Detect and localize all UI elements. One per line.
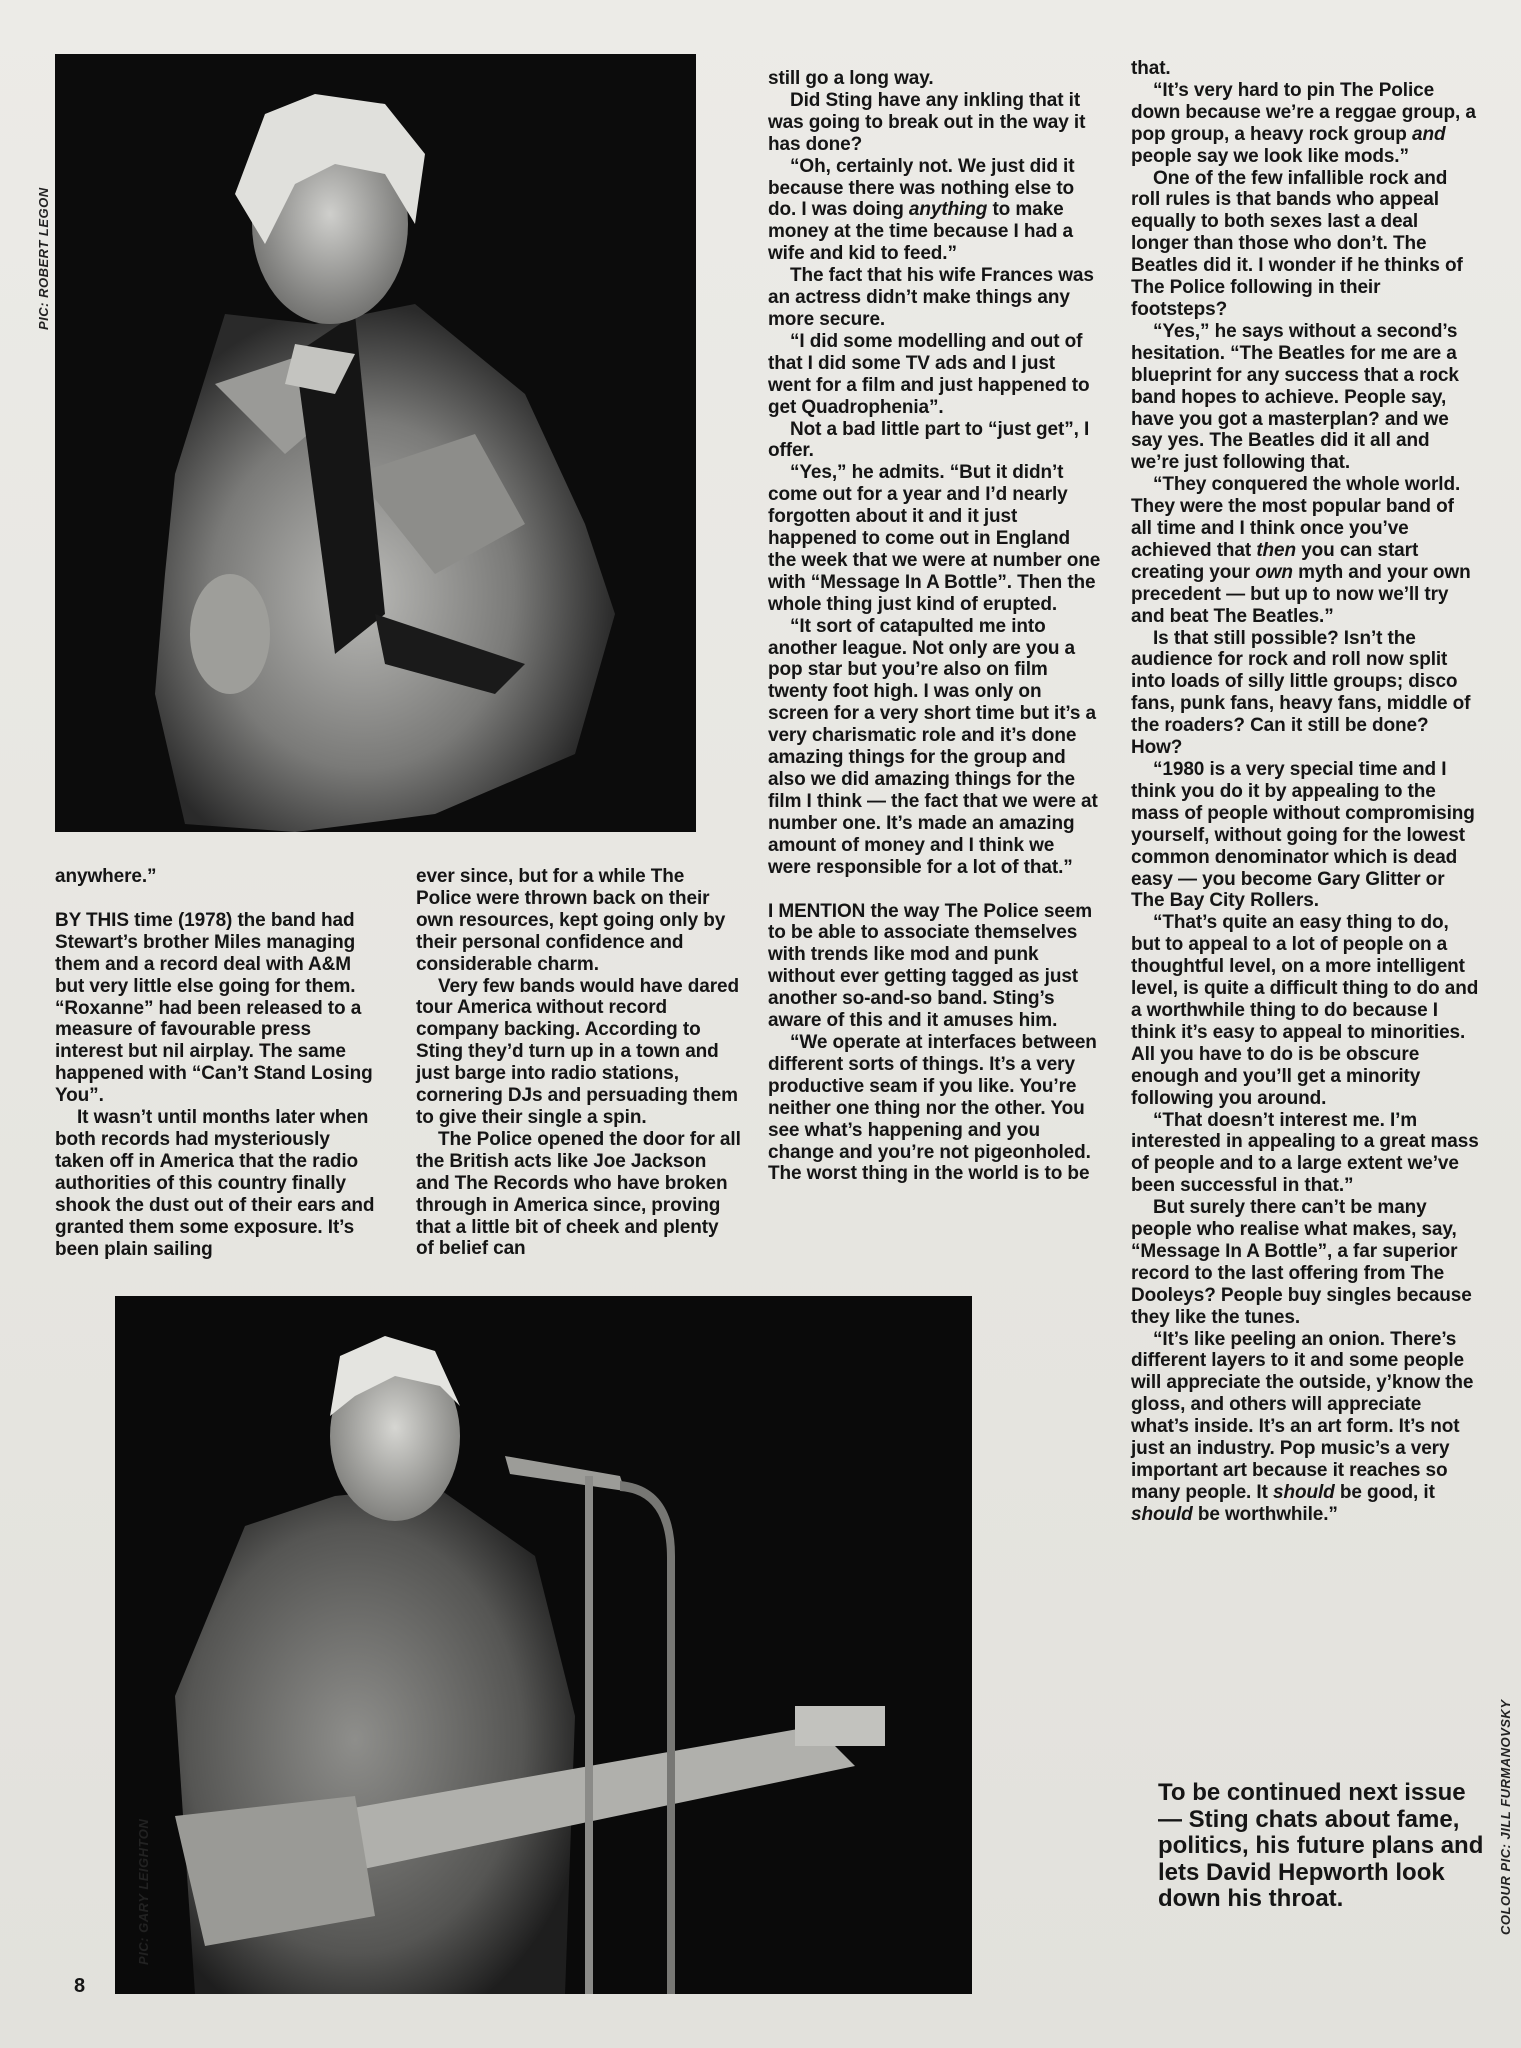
bottom-photo-credit: PIC: GARY LEIGHTON: [136, 1818, 151, 1965]
col4-para-4: “Yes,” he says without a second’s hesitation. “The Beatles for me are a blueprint for any success that a rock band hopes to achieve. People say, have you got a masterplan? and we say yes. The Beatles did it all and we’re just following that.: [1131, 320, 1459, 474]
col3-para-2: Did Sting have any inkling that it was going to break out in the way it has done?: [768, 89, 1086, 155]
col4-para-5-b: you can start creating your: [1131, 539, 1419, 583]
col4-para-5-a: “They conquered the whole world. They were the most popular band of all time and I think once you’ve achieved that: [1131, 474, 1461, 561]
article-column-3: [768, 68, 1102, 1185]
col3-para-1: still go a long way.: [768, 68, 934, 89]
col4-para-11-emphasis-2: should: [1131, 1503, 1193, 1525]
col3-para-8: “It sort of catapulted me into another league. Not only are you a pop star but you’re also on film twenty foot high. I was only on screen for a very short time but it’s a very charismatic role and it’s done amazing things for the group and also we did amazing things for the film I think — the fact that we were at number one. It’s made an amazing amount of money and I think we were responsible for a lot of that.”: [768, 615, 1098, 878]
col4-para-2: [1131, 80, 1479, 168]
col3-para-3-b: to make money at the time because I had a wife and kid to feed.”: [768, 199, 1074, 265]
col4-para-1: that.: [1131, 58, 1171, 79]
col4-para-2-emphasis: and: [1411, 123, 1446, 145]
colour-photo-credit: COLOUR PIC: JILL FURMANOVSKY: [1498, 1699, 1513, 1935]
col2-para-3: The Police opened the door for all the British acts like Joe Jackson and The Records who have broken through in America since, proving that a little bit of cheek and plenty of belief can: [416, 1128, 741, 1260]
col1-para-2-text: time (1978) the band had Stewart’s brother Miles managing them and a record deal with A&M but very little else going for them. “Roxanne” had been released to a measure of favourable press interest but nil airplay. The same happened with “Can’t Stand Losing You”.: [55, 909, 373, 1107]
col1-para-2: [55, 910, 380, 1107]
col4-para-5: [1131, 474, 1479, 627]
article-column-2: [416, 866, 741, 1260]
col3-para-9-lead: I MENTION: [768, 900, 866, 922]
col4-para-5-c: myth and your own precedent — but up to now we’ll try and beat The Beatles.”: [1131, 561, 1471, 627]
article-column-1: [55, 866, 380, 1260]
col3-para-9-text: the way The Police seem to be able to associate themselves with trends like mod and punk without ever getting tagged as just another so-and-so band. Sting’s aware of this and it amuses him.: [768, 900, 1093, 1032]
col4-para-11-a: “It’s like peeling an onion. There’s different layers to it and some people will appreciate the outside, y’know the gloss, and others will appreciate what’s inside. It’s an art form. It’s not just an industry. Pop music’s a very important art because it reaches so many people. It: [1131, 1328, 1474, 1503]
col4-para-7: “1980 is a very special time and I think you do it by appealing to the mass of people without compromising yourself, without going for the lowest common denominator which is dead easy — you become Gary Glitter or The Bay City Rollers.: [1131, 759, 1475, 912]
col4-para-9: “That doesn’t interest me. I’m interested in appealing to a great mass of people and to a large extent we’ve been successful in that.”: [1131, 1109, 1479, 1197]
col3-para-5: “I did some modelling and out of that I did some TV ads and I just went for a film and just happened to get Quadrophenia”.: [768, 330, 1090, 418]
col3-para-6: Not a bad little part to “just get”, I offer.: [768, 418, 1090, 462]
continued-next-issue-note: To be continued next issue — Sting chats about fame, politics, his future plans and lets David Hepworth look down his throat.: [1158, 1779, 1484, 1912]
col2-para-2: Very few bands would have dared tour America without record company backing. According to Sting they’d turn up in a town and just barge into radio stations, cornering DJs and persuading them to give their single a spin.: [416, 975, 739, 1128]
col4-para-2-b: people say we look like mods.”: [1131, 145, 1409, 167]
col3-para-7: “Yes,” he admits. “But it didn’t come out for a year and I’d nearly forgotten about it and it just happened to come out in England the week that we were at number one with “Message In A Bottle”. Then the whole thing just kind of erupted.: [768, 462, 1101, 615]
col3-para-3-emphasis: anything: [908, 199, 988, 221]
col4-para-11-c: be worthwhile.”: [1192, 1503, 1338, 1525]
col4-para-6: Is that still possible? Isn’t the audience for rock and roll now split into loads of silly little groups; disco fans, punk fans, heavy fans, middle of the roaders? Can it still be done? How?: [1131, 627, 1471, 759]
photo-sting-on-stage-image: [115, 1296, 972, 1994]
page-number: 8: [74, 1975, 86, 1997]
col3-para-3-a: “Oh, certainly not. We just did it because there was nothing else to do. I was doing: [768, 155, 1075, 221]
photo-sting-in-coat-image: [55, 54, 696, 832]
col4-para-11-b: be good, it: [1334, 1481, 1435, 1503]
col4-para-11: [1131, 1329, 1479, 1526]
article-column-4: [1131, 58, 1479, 1526]
col3-para-9: [768, 901, 1102, 1032]
top-photo-credit: PIC: ROBERT LEGON: [36, 187, 51, 330]
col1-para-3: It wasn’t until months later when both records had mysteriously taken off in America that the radio authorities of this country finally shook the dust out of their ears and granted them some exposure. It’s been plain sailing: [55, 1107, 375, 1260]
col4-para-10: But surely there can’t be many people who realise what makes, say, “Message In A Bottle”, a far superior record to the last offering from The Dooleys? People buy singles because they like the tunes.: [1131, 1197, 1472, 1328]
photo-sting-on-stage: [115, 1296, 972, 1994]
col2-para-1: ever since, but for a while The Police were thrown back on their own resources, kept going only by their personal confidence and considerable charm.: [416, 866, 726, 975]
col4-para-5-emphasis-1: then: [1256, 539, 1297, 561]
col3-para-3: [768, 156, 1102, 266]
col1-para-1: anywhere.”: [55, 866, 157, 887]
col4-para-8: “That’s quite an easy thing to do, but to appeal to a lot of people on a thoughtful level, on a more intelligent level, is quite a difficult thing to do and a worthwhile thing to do because I think it’s easy to appeal to minorities. All you have to do is be obscure enough and you’ll get a minority following you around.: [1131, 912, 1479, 1109]
col3-para-4: The fact that his wife Frances was an actress didn’t make things any more secure.: [768, 265, 1094, 330]
col1-para-2-lead: BY THIS: [55, 909, 129, 931]
col4-para-5-emphasis-2: own: [1255, 561, 1293, 583]
photo-sting-in-coat: [55, 54, 696, 832]
col3-para-10: “We operate at interfaces between different sorts of things. It’s a very productive seam if you like. You’re neither one thing nor the other. You see what’s happening and you change and you’re not pigeonholed. The worst thing in the world is to be: [768, 1031, 1097, 1185]
col4-para-11-emphasis-1: should: [1273, 1481, 1335, 1503]
col4-para-2-a: “It’s very hard to pin The Police down because we’re a reggae group, a pop group, a heavy rock group: [1131, 79, 1476, 145]
col4-para-3: One of the few infallible rock and roll rules is that bands who appeal equally to both sexes last a deal longer than those who don’t. The Beatles did it. I wonder if he thinks of The Police following in their footsteps?: [1131, 167, 1463, 320]
